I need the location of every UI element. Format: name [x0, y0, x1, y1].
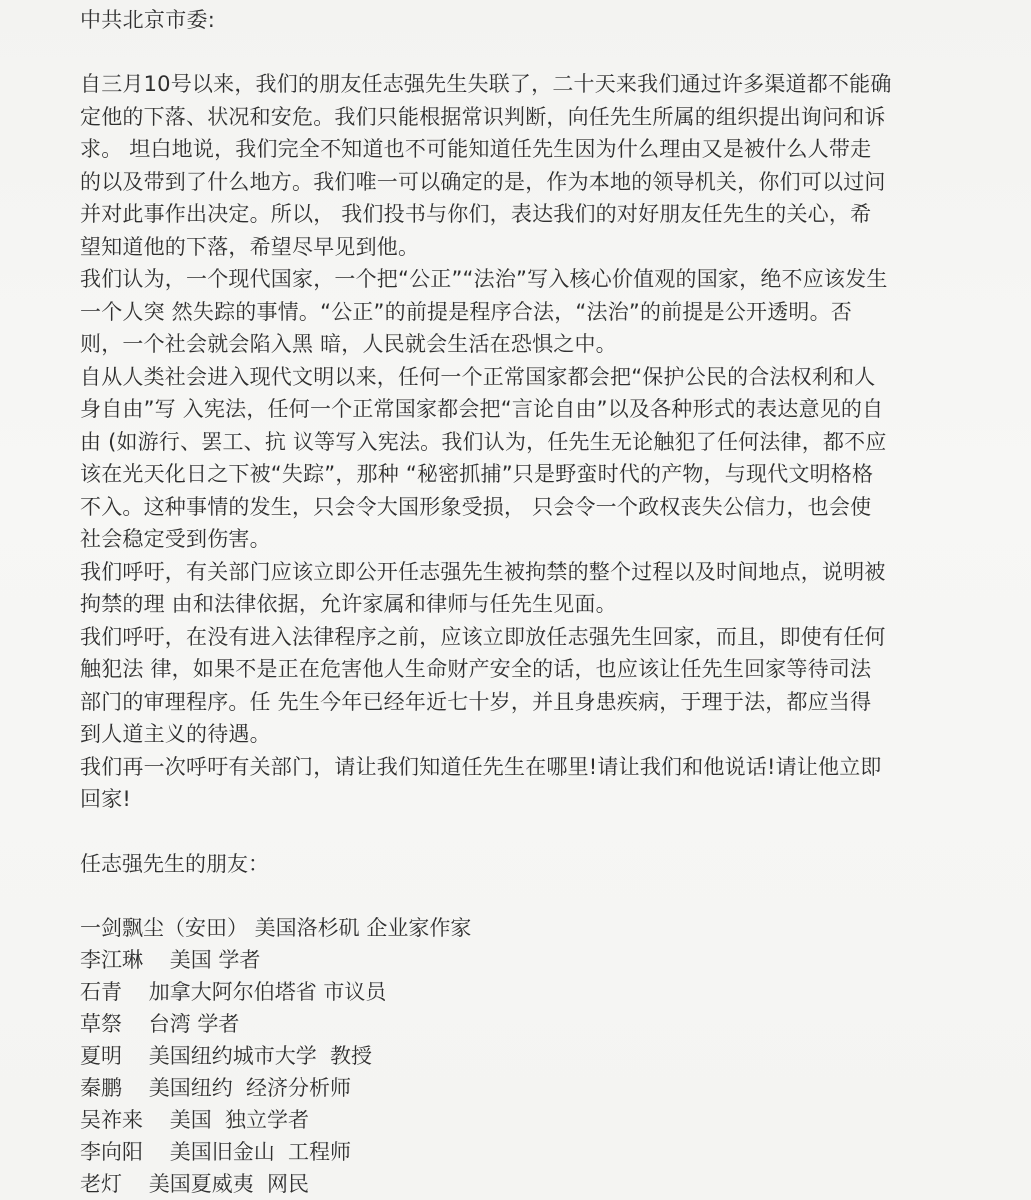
paragraph-line: 定他的下落、状况和安危。我们只能根据常识判断，向任先生所属的组织提出询问和诉	[80, 104, 886, 129]
paragraph-line: 一个人突 然失踪的事情。“公正”的前提是程序合法，“法治”的前提是公开透明。否	[80, 299, 852, 324]
paragraph-line: 我们认为，一个现代国家，一个把“公正”“法治”写入核心价值观的国家，绝不应该发生	[80, 267, 888, 291]
signatory-item: 一剑飘尘（安田） 美国洛杉矶 企业家作家	[80, 915, 472, 940]
paragraph-line: 我们呼吁，有关部门应该立即公开任志强先生被拘禁的整个过程以及时间地点，说明被	[80, 559, 886, 584]
paragraph-line: 不入。这种事情的发生，只会令大国形象受损， 只会令一个政权丧失公信力，也会使	[80, 494, 872, 519]
paragraph-line: 回家!	[80, 787, 132, 811]
paragraph-line: 我们呼吁，在没有进入法律程序之前，应该立即放任志强先生回家，而且，即使有任何	[80, 624, 886, 649]
paragraph-line: 社会稳定受到伤害。	[80, 527, 271, 551]
paragraph-line: 我们再一次呼吁有关部门，请让我们知道任先生在哪里!请让我们和他说话!请让他立即	[80, 754, 882, 779]
letter-paragraph	[80, 556, 971, 621]
letter-paragraph	[80, 751, 971, 816]
paragraph-line: 由 (如游行、罢工、抗 议等写入宪法。我们认为，任先生无论触犯了任何法律，都不应	[80, 429, 887, 454]
letter-paragraph	[80, 68, 971, 263]
paragraph-line: 并对此事作出决定。所以， 我们投书与你们，表达我们的对好朋友任先生的关心，希	[80, 202, 872, 226]
paragraph-line: 该在光天化日之下被“失踪”，那种 “秘密抓捕”只是野蛮时代的产物，与现代文明格格	[80, 462, 874, 486]
paragraph-line: 望知道他的下落，希望尽早见到他。	[80, 234, 420, 259]
paragraph-line: 的以及带到了什么地方。我们唯一可以确定的是，作为本地的领导机关，你们可以过问	[80, 169, 886, 194]
salutation: 中共北京市委:	[80, 8, 216, 32]
signatory-item: 草祭 台湾 学者	[80, 1011, 240, 1036]
paragraph-line: 身自由”写 入宪法，任何一个正常国家都会把“言论自由”以及各种形式的表达意见的自	[80, 397, 884, 421]
signatory-item: 李向阳 美国旧金山 工程师	[80, 1139, 352, 1164]
signatory-list	[80, 912, 971, 1200]
signatory-item: 秦鹏 美国纽约 经济分析师	[80, 1075, 352, 1100]
paragraph-line: 求。 坦白地说，我们完全不知道也不可能知道任先生因为什么理由又是被什么人带走	[80, 137, 872, 161]
signatory-item: 夏明 美国纽约城市大学 教授	[80, 1043, 373, 1068]
signatory-item: 吴祚来 美国 独立学者	[80, 1107, 310, 1132]
paragraph-line: 部门的审理程序。任 先生今年已经年近七十岁，并且身患疾病，于理于法，都应当得	[80, 689, 872, 714]
letter-paragraph	[80, 621, 971, 751]
paragraph-line: 自三月10号以来，我们的朋友任志强先生失联了，二十天来我们通过许多渠道都不能确	[80, 72, 892, 96]
signatory-item: 李江琳 美国 学者	[80, 947, 261, 972]
paragraph-line: 触犯法 律，如果不是正在危害他人生命财产安全的话，也应该让任先生回家等待司法	[80, 657, 872, 681]
letter-paragraph	[80, 361, 971, 556]
friends-label: 任志强先生的朋友：	[80, 851, 269, 876]
letter-paragraph	[80, 263, 971, 361]
paragraph-line: 则，一个社会就会陷入黑 暗，人民就会生活在恐惧之中。	[80, 332, 617, 356]
signatory-item: 石青 加拿大阿尔伯塔省 市议员	[80, 979, 387, 1004]
paragraph-line: 自从人类社会进入现代文明以来，任何一个正常国家都会把“保护公民的合法权利和人	[80, 364, 876, 389]
letter-body	[80, 68, 971, 816]
paragraph-line: 拘禁的理 由和法律依据，允许家属和律师与任先生见面。	[80, 592, 617, 616]
signatory-item: 老灯 美国夏威夷 网民	[80, 1171, 310, 1196]
paragraph-line: 到人道主义的待遇。	[80, 722, 271, 746]
